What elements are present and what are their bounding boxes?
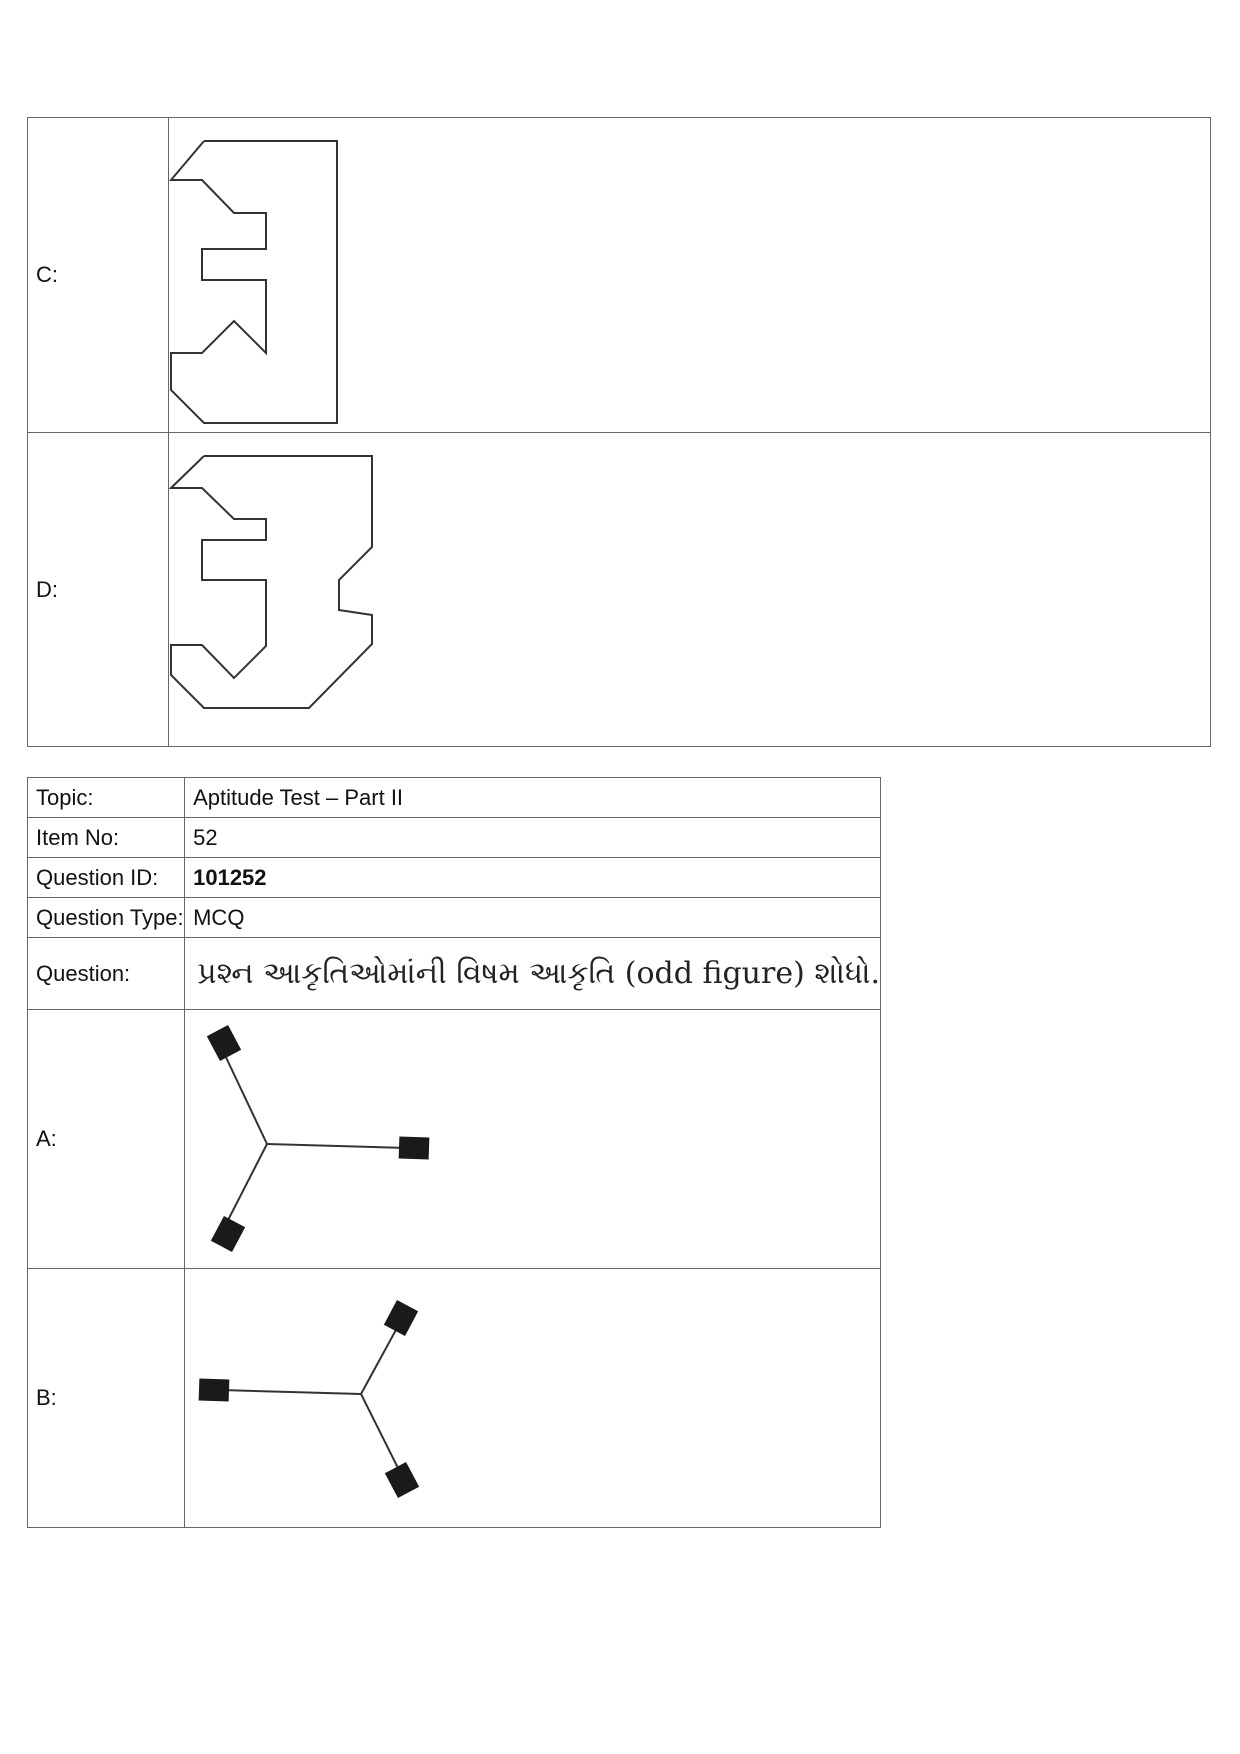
- question-id-row: [28, 858, 881, 898]
- topic-label: Topic:: [28, 778, 185, 818]
- option-figure-cell-b: [185, 1269, 881, 1528]
- option-a-arm-top: [223, 1051, 267, 1144]
- option-b-figure: [185, 1270, 445, 1526]
- option-a-square-top: [207, 1025, 241, 1061]
- option-figure-cell-a: [185, 1010, 881, 1269]
- option-b-square-top: [384, 1300, 418, 1336]
- option-row-d: [28, 433, 1211, 747]
- topic-row: [28, 778, 881, 818]
- option-b-square-bottom: [385, 1462, 419, 1498]
- option-label-b: B:: [28, 1269, 185, 1528]
- question-meta-table: [27, 777, 881, 1528]
- question-row: [28, 938, 881, 1010]
- option-row-b: [28, 1269, 881, 1528]
- question-type-label: Question Type:: [28, 898, 185, 938]
- option-figure-cell-d: [169, 433, 1211, 747]
- option-row-a: [28, 1010, 881, 1269]
- question-type-row: [28, 898, 881, 938]
- question-id-value: 101252: [185, 858, 881, 898]
- option-a-figure: [185, 1011, 445, 1267]
- item-row: [28, 818, 881, 858]
- item-value: 52: [185, 818, 881, 858]
- option-label-c: C:: [28, 118, 169, 433]
- option-label-a: A:: [28, 1010, 185, 1269]
- option-c-figure: [169, 125, 369, 425]
- option-c-outline: [171, 141, 337, 423]
- option-a-square-bottom: [211, 1216, 245, 1252]
- question-type-value: MCQ: [185, 898, 881, 938]
- item-label: Item No:: [28, 818, 185, 858]
- option-a-arm-bottom: [225, 1144, 267, 1226]
- question-text: પ્રશ્ન આકૃતિઓમાંની વિષમ આકૃતિ (odd figure) શોધો.: [185, 938, 881, 1010]
- option-d-outline: [171, 456, 372, 708]
- question-label: Question:: [28, 938, 185, 1010]
- option-a-arm-right: [267, 1144, 407, 1148]
- option-d-figure: [169, 440, 409, 740]
- option-figure-cell-c: [169, 118, 1211, 433]
- option-b-arm-left: [221, 1390, 361, 1394]
- option-row-c: [28, 118, 1211, 433]
- option-b-arm-bottom: [361, 1394, 399, 1470]
- options-table-top: [27, 117, 1211, 747]
- option-b-arm-top: [361, 1328, 397, 1394]
- question-id-label: Question ID:: [28, 858, 185, 898]
- topic-value: Aptitude Test – Part II: [185, 778, 881, 818]
- option-a-square-right: [399, 1136, 430, 1159]
- option-label-d: D:: [28, 433, 169, 747]
- option-b-square-left: [199, 1378, 230, 1401]
